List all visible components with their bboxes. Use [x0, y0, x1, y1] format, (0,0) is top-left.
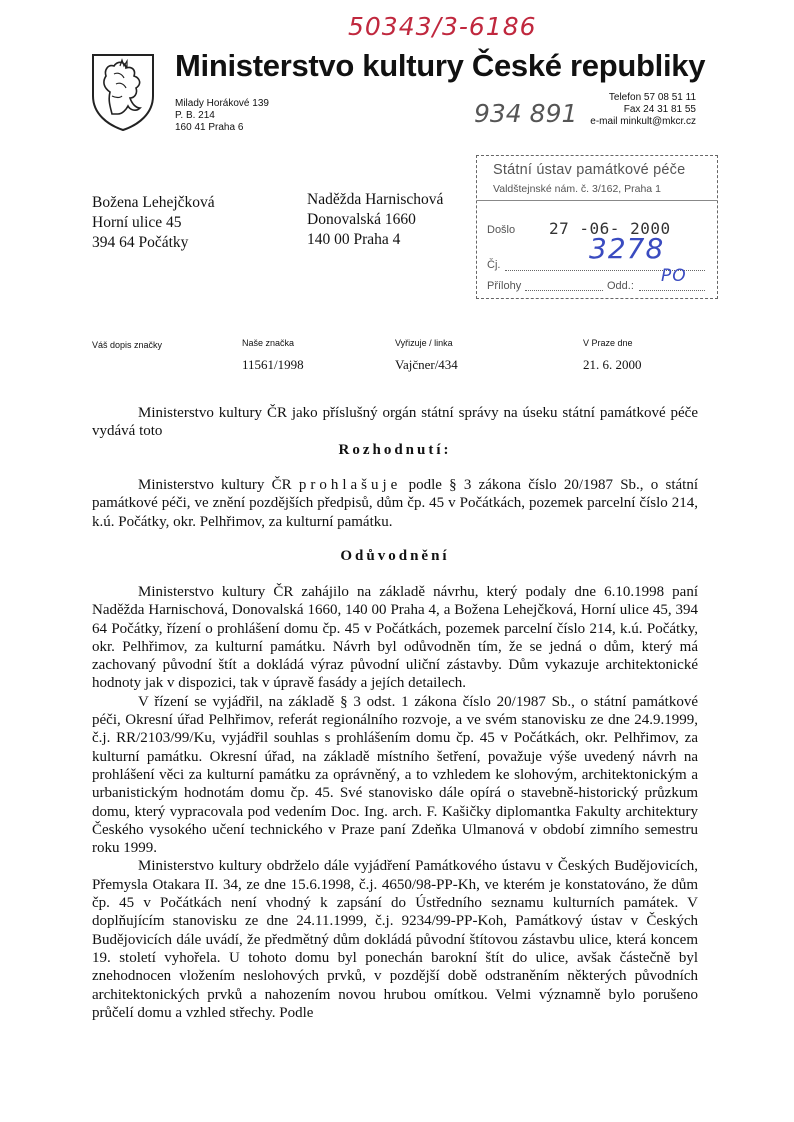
org-address [175, 98, 269, 134]
recipient-2 [307, 190, 443, 250]
stamp-attachments-label: Přílohy [487, 280, 522, 292]
stamp-received-date: 27 -06- 2000 [549, 219, 671, 238]
stamp-org: Státní ústav památkové péče [493, 162, 686, 178]
stamp-received-label: Došlo [487, 224, 516, 236]
recipient-street: Donovalská 1660 [307, 211, 416, 228]
our-ref-label: Naše značka [242, 338, 295, 348]
coat-of-arms-logo [90, 52, 156, 132]
recipient-name: Božena Lehejčková [92, 194, 215, 211]
decision-text [92, 476, 698, 531]
handled-by-value: Vajčner/434 [395, 357, 458, 372]
fax-number: Fax 24 31 81 55 [623, 104, 696, 115]
recipient-name: Naděžda Harnischová [307, 191, 444, 208]
address-line: Milady Horákové 139 [175, 98, 269, 109]
email-address: e-mail minkult@mkcr.cz [590, 116, 696, 127]
decision-text-pre: Ministerstvo kultury ČR [138, 477, 292, 493]
stamp-dept-label: Odd.: [607, 280, 634, 292]
decision-verb: prohlašuje [298, 477, 402, 493]
decision-heading: Rozhodnutí: [338, 442, 452, 458]
stamp-address: Valdštejnské nám. č. 3/162, Praha 1 [493, 183, 661, 195]
phone-number: Telefon 57 08 51 11 [608, 92, 696, 103]
handwritten-file-number: 50343/3-6186 [348, 12, 537, 41]
reasoning-paragraph: Ministerstvo kultury ČR zahájilo na základě návrhu, který podaly dne 6.10.1998 paní Naděžda Harnischová, Donovalská 1660, 140 00 Praha 4, a Božena Lehejčková, Horní ulice 45, 394 64 Počátky, řízení o prohlášení domu čp. 45 v Počátkách, pozemek parcelní číslo 214, k.ú. Počátky, okr. Pelhřimov, za kulturní památku. Návrh byl odůvodněn tím, že se jedná o dům, který má zachovaný původní štít a dokládá výraz původní uliční zástavby. Dům vykazuje architektonické hodnoty jak v dispozici, tak v úpravě fasády a jejích detailech. [92, 584, 698, 692]
stamp-cj-label: Čj. [487, 259, 501, 271]
intro-text: Ministerstvo kultury ČR jako příslušný orgán státní správy na úseku státní památkové péče vydává toto [92, 405, 698, 440]
decision-paragraph [92, 476, 698, 531]
org-contacts [590, 92, 696, 128]
recipient-1 [92, 193, 215, 253]
our-ref-value: 11561/1998 [242, 357, 304, 372]
reasoning-paragraph: V řízení se vyjádřil, na základě § 3 odst. 1 zákona číslo 20/1987 Sb., o státní památkové péči, Okresní úřad Pelhřimov, referát regionálního rozvoje, a ve svém stanovisku ze dne 24.9.1999, č.j. RR/2103/99/Ku, vyjádřil souhlas s prohlášením domu čp. 45 v Počátkách, okr. Pelhřimov, za kulturní památku. Okresní úřad, na základě místního šetření, považuje výše uvedený návrh na prohlášení věci za kulturní památku za oprávněný, a to vzhledem ke slohovým, architektonickým a urbanistickým hodnotám domu čp. 45. Své stanovisko dále opírá o stavebně-historický průzkum domu, který vypracovala pod vedením Doc. Ing. arch. F. Kašičky diplomantka Fakulty architektury Českého vysokého učení technického v Praze paní Zdeňka Ulmanová v období zimního semestru roku 1999. [92, 693, 698, 857]
date-value: 21. 6. 2000 [583, 357, 642, 372]
stamp-dept-line [639, 290, 705, 291]
handwritten-ref-number: 934 891 [474, 99, 578, 128]
stamp-attachments-line [525, 290, 603, 291]
reasoning-paragraph: Ministerstvo kultury obdrželo dále vyjádření Památkového ústavu v Českých Budějovicích, Přemysla Otakara II. 34, ze dne 15.6.1998, č.j. 4650/98-PP-Kh, ve kterém je konstatováno, že dům čp. 45 v Počátkách není vhodný k zapsání do Ústředního seznamu kulturních památek. V doplňujícím stanovisku ze dne 24.11.1999, č.j. 9234/99-PP-Koh, Památkový ústav v Českých Budějovicích dále uvádí, že předmětný dům dokládá původní štítovou zástavbu ulice, která koncem 19. století vyhořela. U tohoto domu byl ponechán barokní štít do ulice, avšak částečně byl znehodnocen vložením neslohových prvků, v pozdější době odstraněním některých původních architektonických prvků a nahozením novou hrubou omítkou. Velmi významně bylo porušeno průčelí domu a vzhled střechy. Podle [92, 858, 698, 1021]
handwritten-reg-number: 3278 [589, 232, 665, 265]
recipient-city: 140 00 Praha 4 [307, 231, 401, 248]
handwritten-attachment: PO [661, 266, 687, 286]
stamp-divider [477, 200, 717, 201]
date-label: V Praze dne [583, 338, 633, 348]
org-title: Ministerstvo kultury České republiky [175, 48, 706, 83]
recipient-street: Horní ulice 45 [92, 214, 182, 231]
reasoning-body [92, 583, 698, 1022]
address-line: P. B. 214 [175, 110, 215, 121]
decision-text-post: podle § 3 zákona číslo 20/1987 Sb., o státní památkové péči, ve znění pozdějších předpisů, dům čp. 45 v Počátkách, pozemek parcelní číslo 214, k.ú. Počátky, okr. Pelhřimov, za kulturní památku. [92, 477, 699, 530]
reasoning-heading: Odůvodnění [340, 548, 450, 564]
address-line: 160 41 Praha 6 [175, 122, 244, 133]
handled-by-label: Vyřizuje / linka [395, 338, 453, 348]
intro-paragraph [92, 404, 698, 441]
recipient-city: 394 64 Počátky [92, 234, 189, 251]
your-ref-label: Váš dopis značky [92, 340, 163, 350]
registry-stamp [476, 155, 718, 299]
